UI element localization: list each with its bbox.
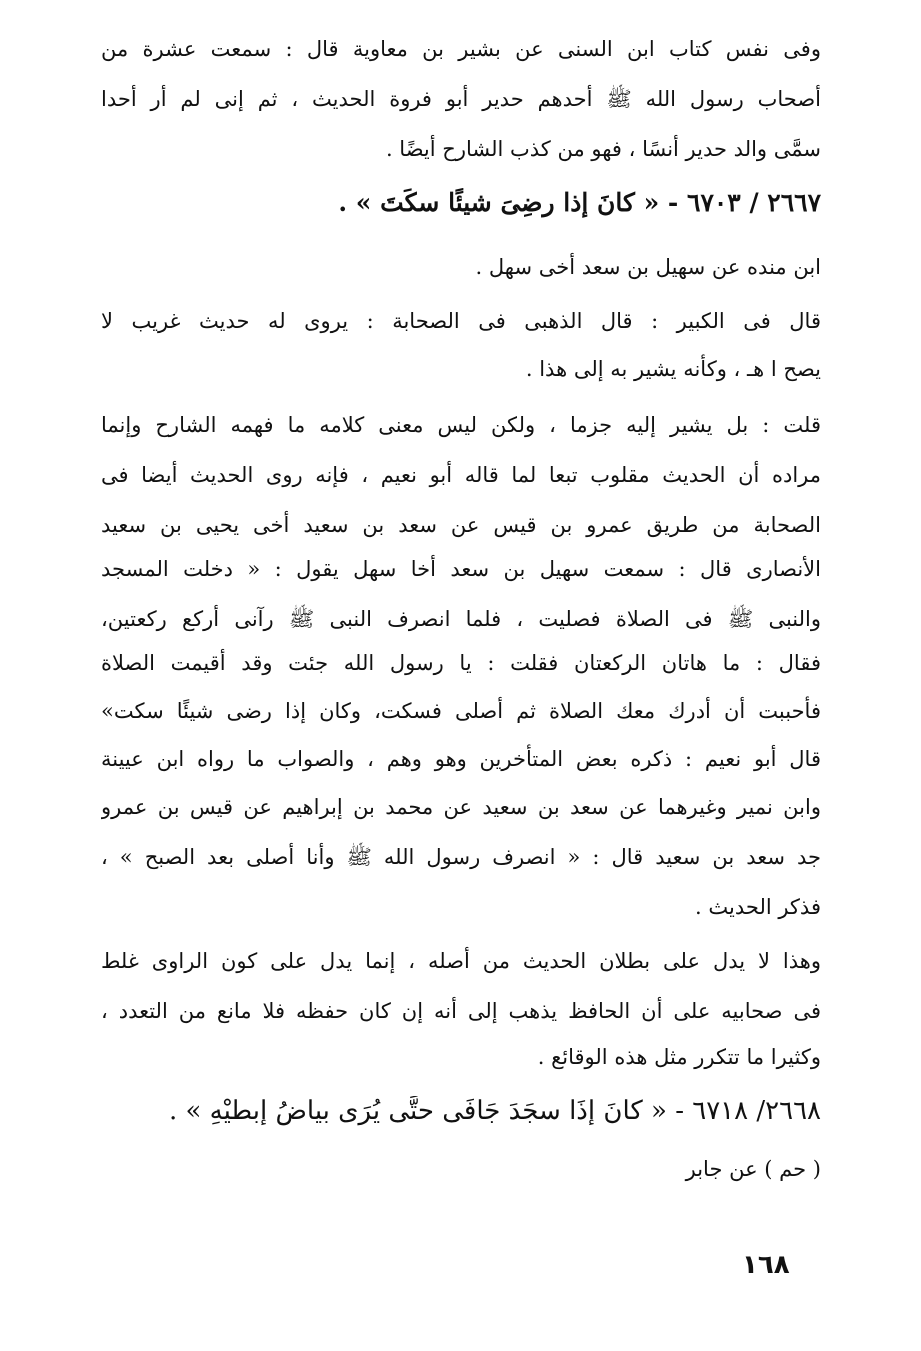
page-number: ١٦٨ xyxy=(742,1250,790,1280)
text-line: والنبى ﷺ فى الصلاة فصليت ، فلما انصرف النبى ﷺ رآنى أركع ركعتين، xyxy=(101,607,821,631)
text-line: الأنصارى قال : سمعت سهيل بن سعد أخا سهل يقول : « دخلت المسجد xyxy=(101,557,821,581)
text-line: مراده أن الحديث مقلوب تبعا لما قاله أبو نعيم ، فإنه روى الحديث أيضا فى xyxy=(101,463,821,487)
text-line: فقال : ما هاتان الركعتان فقلت : يا رسول الله جئت وقد أقيمت الصلاة xyxy=(101,651,821,675)
hadith-source: ابن منده عن سهيل بن سعد أخى سهل . xyxy=(475,255,821,279)
text-line: وهذا لا يدل على بطلان الحديث من أصله ، إنما يدل على كون الراوى غلط xyxy=(101,949,821,973)
hadith-heading: ٢٦٦٨/ ٦٧١٨ - « كانَ إذَا سجَدَ جَافَى حتَّى يُرَى بياضُ إبطيْهِ » . xyxy=(168,1096,821,1126)
text-line: قال أبو نعيم : ذكره بعض المتأخرين وهو وهم ، والصواب ما رواه ابن عيينة xyxy=(101,747,821,771)
text-line: سمَّى والد حدير أنسًا ، فهو من كذب الشارح أيضًا . xyxy=(385,137,821,161)
text-line: قال فى الكبير : قال الذهبى فى الصحابة : يروى له حديث غريب لا xyxy=(101,309,821,333)
text-line: وكثيرا ما تتكرر مثل هذه الوقائع . xyxy=(537,1045,821,1069)
text-line: جد سعد بن سعيد قال : « انصرف رسول الله ﷺ وأنا أصلى بعد الصبح » ، xyxy=(101,845,821,869)
text-line: قلت : بل يشير إليه جزما ، ولكن ليس معنى كلامه ما فهمه الشارح وإنما xyxy=(101,413,821,437)
hadith-heading: ٢٦٦٧ / ٦٧٠٣ - « كانَ إذا رضِىَ شيئًا سكَتَ » . xyxy=(338,188,821,217)
text-line: فى صحابيه على أن الحافظ يذهب إلى أنه إن كان حفظه فلا مانع من التعدد ، xyxy=(101,999,821,1023)
text-line: فذكر الحديث . xyxy=(695,895,821,919)
text-line: وفى نفس كتاب ابن السنى عن بشير بن معاوية قال : سمعت عشرة من xyxy=(101,37,821,61)
text-line: يصح ا هـ ، وكأنه يشير به إلى هذا . xyxy=(525,357,821,381)
text-line: وابن نمير وغيرهما عن سعد بن سعيد عن محمد بن إبراهيم عن قيس بن عمرو xyxy=(101,795,821,819)
text-line: فأحببت أن أدرك معك الصلاة ثم أصلى فسكت، وكان إذا رضى شيئًا سكت» xyxy=(101,699,821,723)
text-line: أصحاب رسول الله ﷺ أحدهم حدير أبو فروة الحديث ، ثم إنى لم أر أحدا xyxy=(101,87,821,111)
text-line: الصحابة من طريق عمرو بن قيس عن سعد بن سعيد أخى يحيى بن سعيد xyxy=(101,513,821,537)
hadith-source: ( حم ) عن جابر xyxy=(685,1157,821,1181)
